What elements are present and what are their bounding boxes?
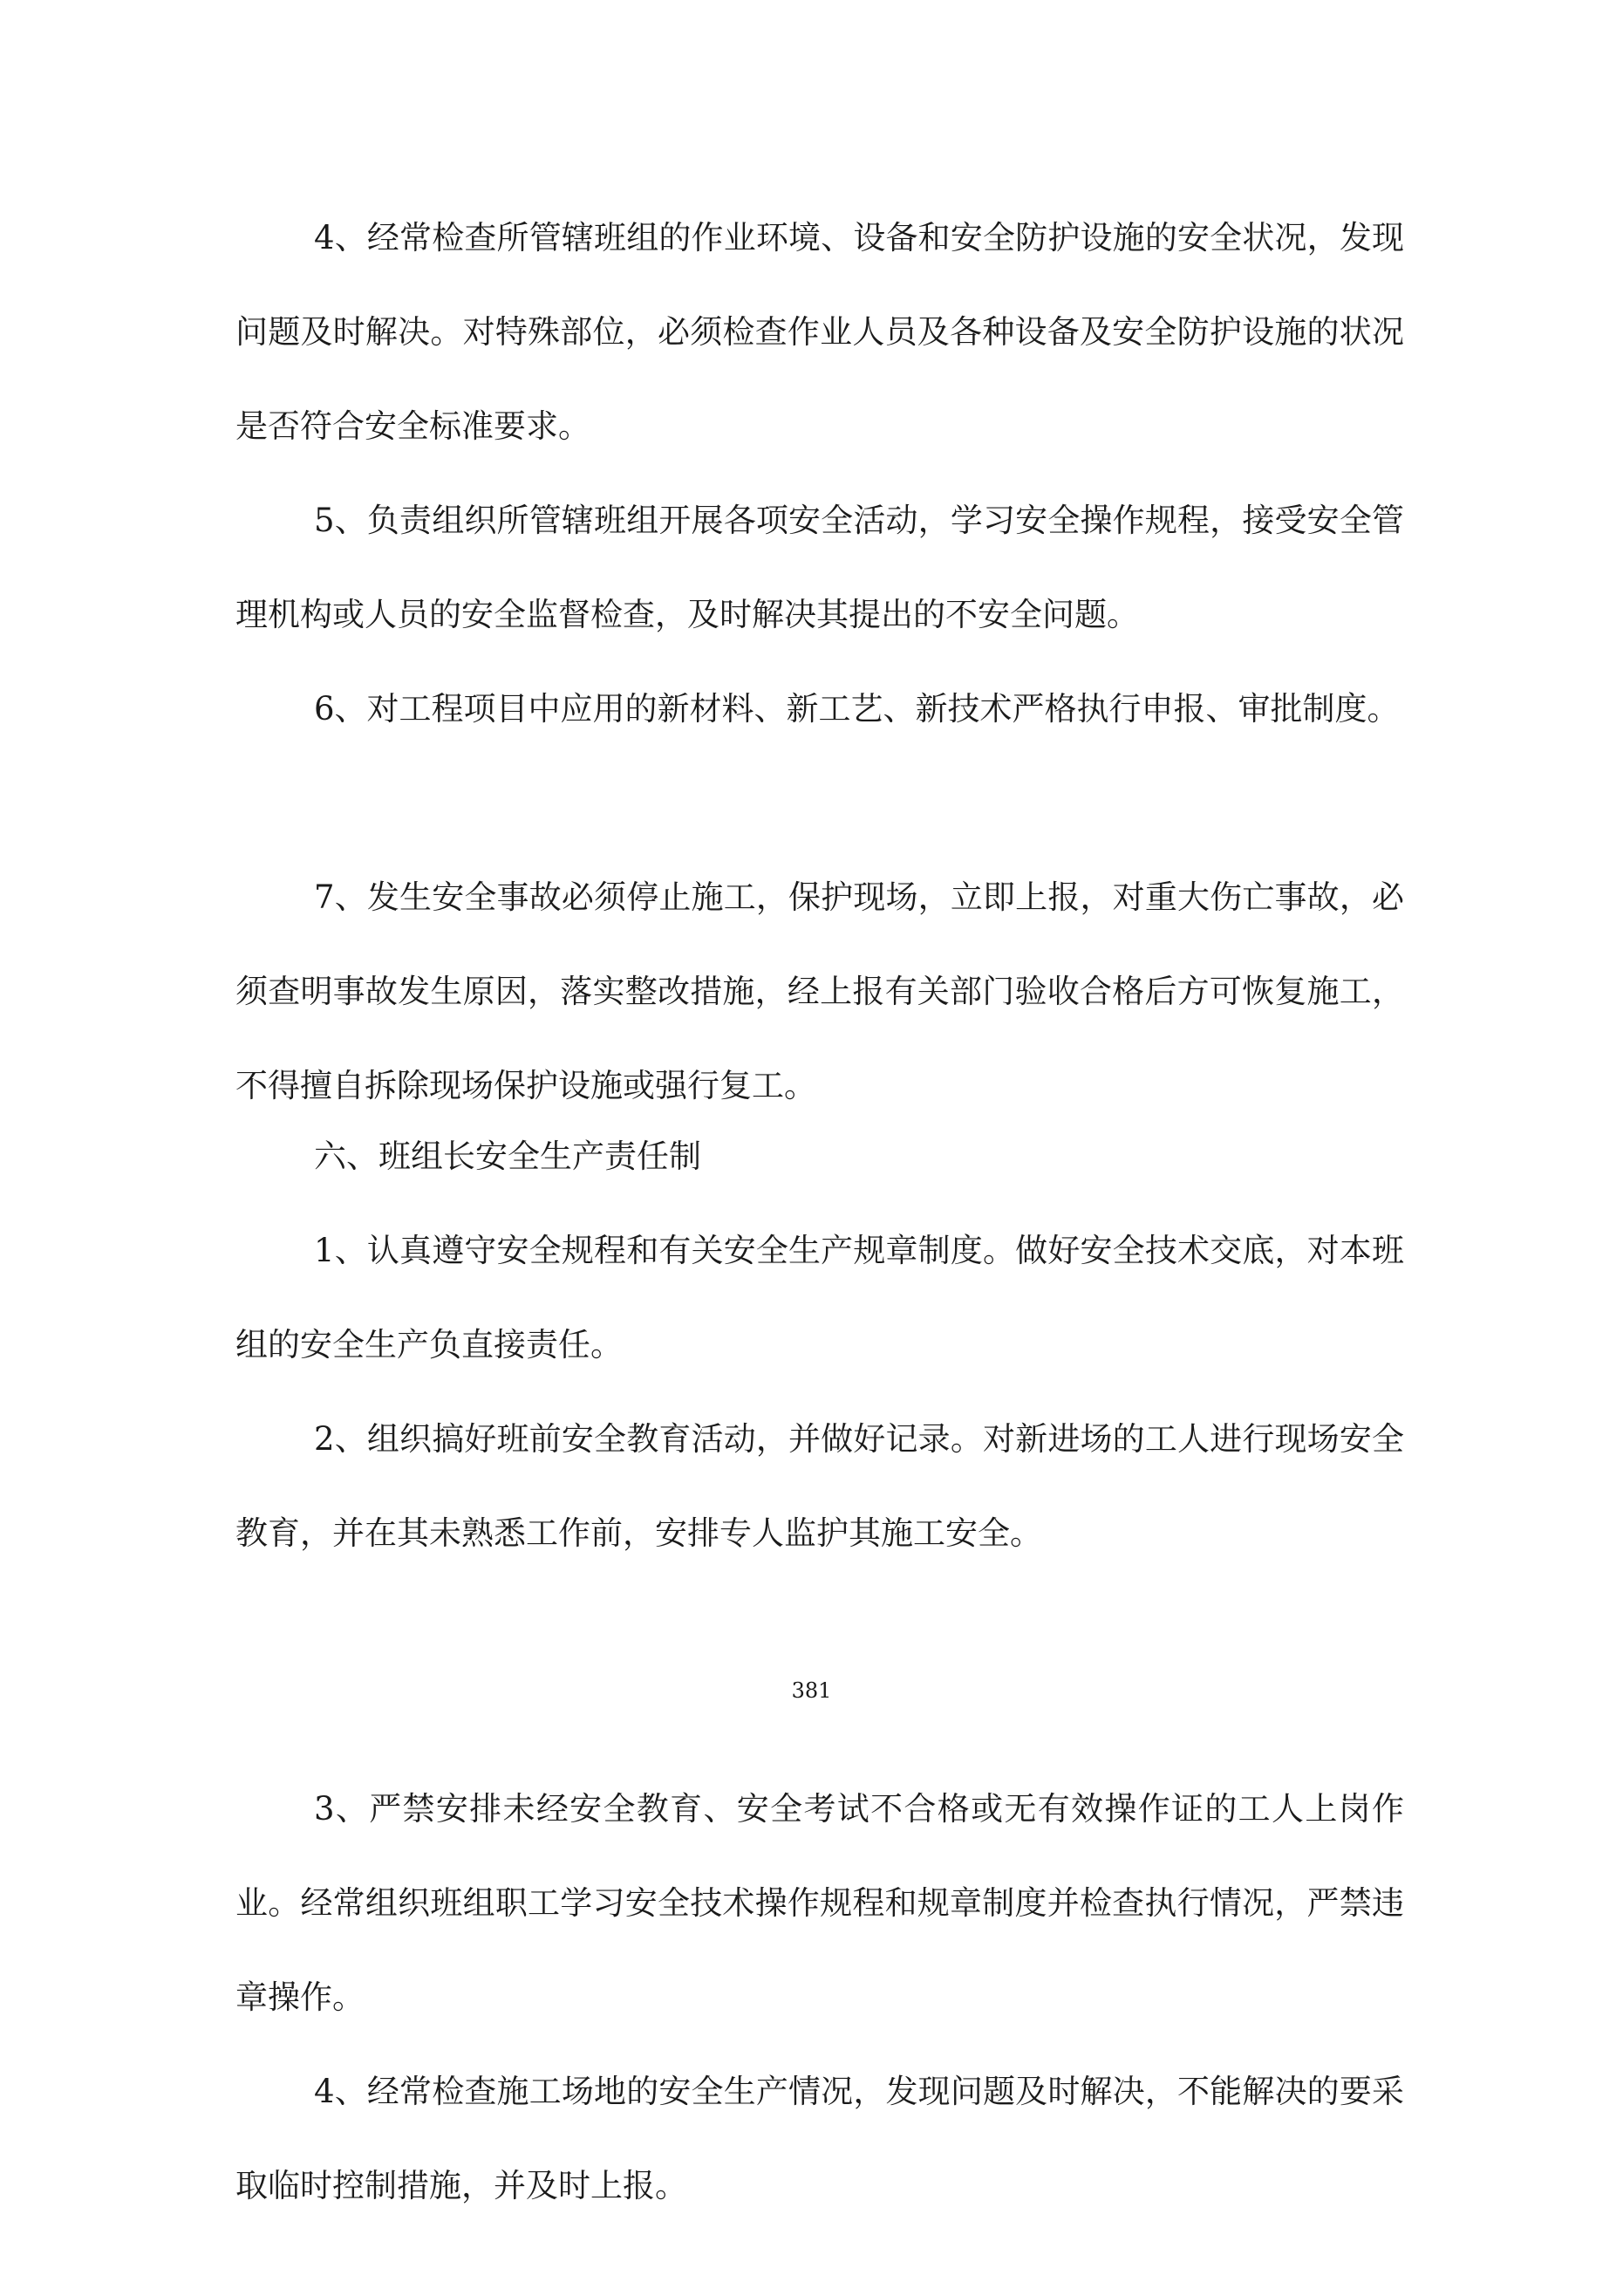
paragraph-item-2: 2、组织搞好班前安全教育活动，并做好记录。对新进场的工人进行现场安全教育，并在其未熟悉工作前，安排专人监护其施工安全。 [235, 1420, 1404, 1552]
paragraph-item-3: 3、严禁安排未经安全教育、安全考试不合格或无有效操作证的工人上岗作业。经常组织班组职工学习安全技术操作规程和规章制度并检查执行情况，严禁违章操作。 [235, 1790, 1404, 2016]
paragraph-item-6: 6、对工程项目中应用的新材料、新工艺、新技术严格执行申报、审批制度。 [314, 690, 1400, 728]
section-heading: 六、班组长安全生产责任制 [314, 1138, 701, 1175]
paragraph-item-1: 1、认真遵守安全规程和有关安全生产规章制度。做好安全技术交底，对本班组的安全生产负直接责任。 [235, 1232, 1404, 1363]
paragraph-item-5: 5、负责组织所管辖班组开展各项安全活动，学习安全操作规程，接受安全管理机构或人员的安全监督检查，及时解决其提出的不安全问题。 [235, 502, 1404, 633]
paragraph-item-4: 4、经常检查所管辖班组的作业环境、设备和安全防护设施的安全状况，发现问题及时解决。对特殊部位，必须检查作业人员及各种设备及安全防护设施的状况是否符合安全标准要求。 [235, 219, 1404, 445]
page-number: 381 [791, 1678, 832, 1703]
paragraph-item-7: 7、发生安全事故必须停止施工，保护现场，立即上报，对重大伤亡事故，必须查明事故发生原因，落实整改措施，经上报有关部门验收合格后方可恢复施工，不得擅自拆除现场保护设施或强行复工。 [235, 878, 1404, 1104]
paragraph-item-4b: 4、经常检查施工场地的安全生产情况，发现问题及时解决，不能解决的要采取临时控制措施，并及时上报。 [235, 2073, 1404, 2204]
